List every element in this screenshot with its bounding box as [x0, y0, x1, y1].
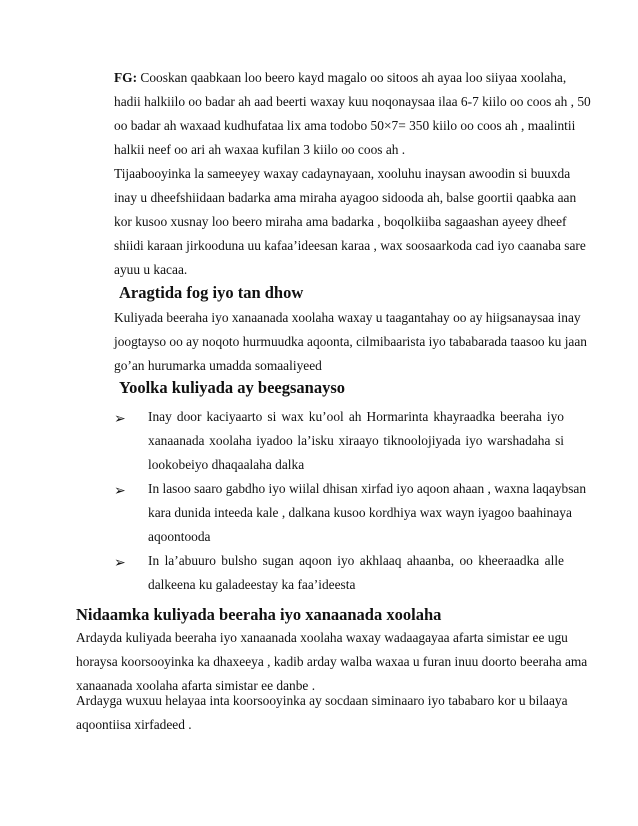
bullet-line: xanaanada xoolaha iyadoo la’isku xiraayo tiknoolojiyada iyo warshadaha si	[148, 433, 564, 448]
example-label: FG:	[114, 70, 138, 85]
paragraph-line: shiidi karaan jirkooduna uu kafaa’ideesan karaa , wax soosaarkoda cad iyo caanaba sare	[114, 238, 586, 253]
bullet-line: In la’abuuro bulsho sugan aqoon iyo akhlaaq ahaanba, oo kheeraadka alle	[148, 553, 564, 568]
bullet-line: Inay door kaciyaarto si wax ku’ool ah Hormarinta khayraadka beeraha iyo	[148, 409, 564, 424]
paragraph-line: go’an hurumarka umadda somaaliyeed	[114, 358, 322, 373]
paragraph-line: xanaanada xoolaha afarta simistar ee danbe .	[76, 678, 316, 693]
paragraph-line: halkii neef oo ari ah waxaa kufilan 3 kiilo oo coos ah .	[114, 142, 406, 157]
paragraph-line: ayuu u kacaa.	[114, 262, 188, 277]
section-heading-vision: Aragtida fog iyo tan dhow	[119, 283, 304, 302]
bullet-line: kara dunida inteeda kale , dalkana kusoo kordhiya wax wayn iyagoo baahinaya	[148, 505, 572, 520]
paragraph-vision	[114, 306, 588, 378]
paragraph-seminars	[76, 689, 568, 737]
paragraph-line: inay u dheefshiidaan badarka ama miraha ayagoo sidooda ah, balse goortii qaabka aan	[114, 190, 577, 205]
bullet-item	[148, 405, 564, 477]
section-heading-system: Nidaamka kuliyada beeraha iyo xanaanada xoolaha	[76, 605, 442, 624]
paragraph-line: FG: Cooskan qaabkaan loo beero kayd magalo oo sitoos ah ayaa loo siiyaa xoolaha,	[114, 70, 567, 85]
paragraph-line: Ardayga wuxuu helayaa inta koorsooyinka ay socdaan siminaaro iyo tababaro kor u bilaaya	[76, 693, 568, 708]
paragraph-example	[114, 66, 591, 162]
paragraph-system	[76, 626, 588, 698]
paragraph-line: aqoontiisa xirfadeed .	[76, 717, 192, 732]
paragraph-line: kor kusoo xusnay loo beero miraha ama badarka , boqolkiiba sagaashan ayeey dheef	[114, 214, 567, 229]
bullet-item	[148, 477, 587, 549]
bullet-arrow-icon: ➢	[114, 412, 126, 427]
bullet-arrow-icon: ➢	[114, 484, 126, 499]
paragraph-line: joogtayso oo ay noqoto hurmuudka aqoonta, cilmibaarista iyo tababarada taasoo ku jaan	[114, 334, 588, 349]
bullet-arrow-icon: ➢	[114, 556, 126, 571]
paragraph-line: Tijaabooyinka la sameeyey waxay cadaynayaan, xooluhu inaysan awoodin si buuxda	[114, 166, 571, 181]
paragraph-line: Kuliyada beeraha iyo xanaanada xoolaha waxay u taagantahay oo ay hiigsanaysaa inay	[114, 310, 581, 325]
paragraph-experiments	[114, 162, 586, 282]
paragraph-line: hadii halkiilo oo badar ah aad beerti waxay kuu noqonaysaa ilaa 6-7 kiilo oo coos ah , 50	[114, 94, 591, 109]
bullet-item	[148, 549, 564, 597]
paragraph-line: oo badar ah waxaad kudhufataa lix ama todobo 50×7= 350 kiilo oo coos ah , maalintii	[114, 118, 576, 133]
section-heading-goals: Yoolka kuliyada ay beegsanayso	[119, 378, 346, 397]
bullet-line: dalkeena ku galadeestay ka faa’ideesta	[148, 577, 356, 592]
paragraph-line: horaysa koorsooyinka ka dhaxeeya , kadib arday walba waxaa u furan inuu doorto beeraha ama	[76, 654, 588, 669]
bullet-line: lookobeiyo dhaqaalaha dalka	[148, 457, 305, 472]
bullet-line: In lasoo saaro gabdho iyo wiilal dhisan xirfad iyo aqoon ahaan , waxna laqaybsan	[148, 481, 587, 496]
paragraph-line: Ardayda kuliyada beeraha iyo xanaanada xoolaha waxay wadaagayaa afarta simistar ee ugu	[76, 630, 568, 645]
bullet-line: aqoontooda	[148, 529, 211, 544]
